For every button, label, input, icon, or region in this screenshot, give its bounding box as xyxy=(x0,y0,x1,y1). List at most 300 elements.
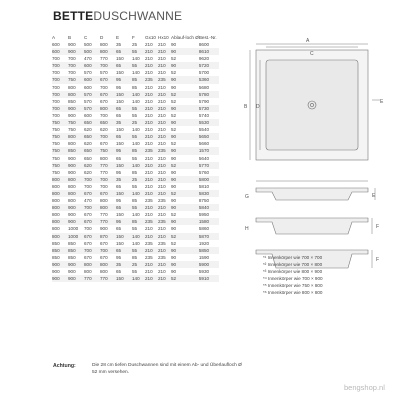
table-cell: 620 xyxy=(84,169,92,175)
table-cell: 5640 xyxy=(198,155,210,161)
table-cell: 210 xyxy=(145,162,158,169)
table-cell: 5850 xyxy=(199,247,219,254)
table-cell: 235 xyxy=(158,254,166,260)
footnote: *² Innenkörper wie 700 × 800 xyxy=(263,262,323,267)
table-cell: 210 xyxy=(158,48,171,55)
table-cell: 210 xyxy=(145,105,158,112)
table-cell: 700 xyxy=(100,247,116,254)
table-cell: 670 xyxy=(100,254,108,260)
table-cell: 235 xyxy=(158,147,171,154)
table-cell: 210 xyxy=(158,84,166,90)
table-cell: 900 xyxy=(68,162,84,169)
table-cell: 210 xyxy=(158,204,171,211)
table-cell: 700 xyxy=(68,70,76,76)
table-cell: 700 xyxy=(52,105,68,112)
section-view-2 xyxy=(256,218,372,234)
table-cell: 235 xyxy=(145,240,153,246)
table-cell: 1920 xyxy=(198,240,210,246)
table-cell: 900 xyxy=(68,204,84,211)
table-cell: 650 xyxy=(84,155,92,161)
table-cell: 90 xyxy=(171,133,199,140)
table-cell: 150 xyxy=(116,141,124,147)
section-label-g: G xyxy=(245,194,249,200)
table-cell: 210 xyxy=(158,141,166,147)
table-cell: 52 xyxy=(171,190,199,197)
table-cell: 770 xyxy=(100,218,116,225)
table-cell: 210 xyxy=(158,233,171,240)
column-header: A xyxy=(52,35,56,40)
table-cell: 770 xyxy=(100,56,108,62)
table-cell: 5720 xyxy=(199,62,219,69)
table-cell: 5860 xyxy=(198,226,210,232)
table-cell: 900 xyxy=(68,169,76,175)
table-cell: 1590 xyxy=(198,254,210,260)
table-cell: 65 xyxy=(116,183,122,189)
table-cell: 55 xyxy=(132,62,145,69)
table-cell: 900 xyxy=(68,218,84,225)
table-cell: 210 xyxy=(158,119,171,126)
table-cell: 52 xyxy=(171,162,199,169)
brand-name: BETTE xyxy=(53,9,94,23)
table-cell: 210 xyxy=(145,169,153,175)
table-cell: 150 xyxy=(116,162,132,169)
table-cell: 900 xyxy=(68,275,84,282)
footnote: *¹ Innenkörper wie 700 × 700 xyxy=(263,255,323,260)
table-cell: 95 xyxy=(116,254,122,260)
table-cell: 770 xyxy=(100,212,108,218)
table-cell: 800 xyxy=(68,176,84,183)
table-cell: 150 xyxy=(116,127,124,133)
table-cell: 900 xyxy=(52,275,68,282)
table-cell: 5770 xyxy=(199,162,219,169)
table-cell: 800 xyxy=(52,204,68,211)
table-cell: 700 xyxy=(84,226,92,232)
table-cell: 210 xyxy=(158,105,171,112)
table-cell: 750 xyxy=(52,169,60,175)
table-cell: 150 xyxy=(116,190,132,197)
table-cell: 210 xyxy=(145,141,153,147)
table-cell: 900 xyxy=(68,48,84,55)
table-cell: 95 xyxy=(116,169,122,175)
section3-label-f: F xyxy=(376,257,380,263)
table-cell: 210 xyxy=(145,261,158,268)
table-cell: 52 xyxy=(171,127,177,133)
table-cell: 210 xyxy=(145,91,158,98)
table-cell: 470 xyxy=(84,56,92,62)
table-cell: 210 xyxy=(145,42,153,47)
table-cell: 210 xyxy=(158,275,171,282)
table-cell: 800 xyxy=(100,269,108,274)
table-cell: 25 xyxy=(132,176,145,183)
table-cell: 800 xyxy=(100,42,108,47)
table-cell: 235 xyxy=(158,198,166,204)
table-cell: 800 xyxy=(52,212,60,218)
table-cell: 800 xyxy=(100,204,116,211)
table-cell: 800 xyxy=(68,84,76,90)
footnote: *⁶ Innenkörper wie 800 × 800 xyxy=(263,290,323,295)
table-cell: 90 xyxy=(171,42,177,47)
table-cell: 210 xyxy=(158,62,171,69)
table-cell: 140 xyxy=(132,98,140,104)
table-cell: 750 xyxy=(68,127,76,133)
table-cell: 5830 xyxy=(199,190,219,197)
table-cell: 700 xyxy=(52,62,68,69)
table-cell: 150 xyxy=(116,70,124,76)
footnote: *⁵ Innenkörper wie 750 × 800 xyxy=(263,283,323,288)
table-cell: 670 xyxy=(84,212,92,218)
table-cell: 5910 xyxy=(199,275,219,282)
table-cell: 470 xyxy=(84,198,92,204)
table-cell: 800 xyxy=(68,190,84,197)
table-cell: 210 xyxy=(158,190,171,197)
table-cell: 210 xyxy=(145,155,153,161)
table-cell: 750 xyxy=(68,76,84,83)
table-cell: 770 xyxy=(100,162,116,169)
table-cell: 5530 xyxy=(199,119,219,126)
table-cell: 700 xyxy=(52,112,60,118)
table-cell: 8600 xyxy=(198,42,210,47)
table-cell: 900 xyxy=(68,261,84,268)
table-cell: 90 xyxy=(171,169,177,175)
table-cell: 570 xyxy=(84,70,92,76)
table-cell: 700 xyxy=(100,176,116,183)
table-cell: 900 xyxy=(68,105,84,112)
table-cell: 700 xyxy=(52,98,60,104)
table-cell: 900 xyxy=(68,42,76,47)
table-cell: 5680 xyxy=(198,84,210,90)
table-cell: 210 xyxy=(145,84,153,90)
table-cell: 700 xyxy=(84,183,92,189)
table-cell: 1570 xyxy=(199,147,219,154)
table-cell: 65 xyxy=(116,269,122,274)
table-cell: 235 xyxy=(145,198,153,204)
table-cell: 210 xyxy=(145,48,158,55)
footnotes xyxy=(263,254,323,296)
column-header: C xyxy=(84,35,88,40)
watermark: bengshop.nl xyxy=(344,383,385,392)
table-cell: 90 xyxy=(171,254,177,260)
table-cell: 210 xyxy=(145,62,158,69)
table-cell: 1580 xyxy=(199,218,219,225)
column-header: Ablauf-loch Ø xyxy=(171,35,199,40)
table-cell: 800 xyxy=(84,269,92,274)
table-cell: 85 xyxy=(132,84,138,90)
table-cell: 750 xyxy=(52,147,68,154)
table-cell: 210 xyxy=(158,98,166,104)
table-cell: 800 xyxy=(68,133,84,140)
table-cell: 150 xyxy=(116,233,132,240)
table-cell: 700 xyxy=(100,112,108,118)
table-cell: 1000 xyxy=(68,226,79,232)
table-cell: 800 xyxy=(52,176,68,183)
table-cell: 210 xyxy=(145,212,153,218)
table-cell: 52 xyxy=(171,233,199,240)
table-cell: 800 xyxy=(52,198,60,204)
table-cell: 210 xyxy=(158,70,166,76)
table-cell: 90 xyxy=(171,204,199,211)
table-cell: 150 xyxy=(116,98,124,104)
footer-text: Die 28 cm tiefen Duschwannen sind mit einem Ab- und Überlaufloch Ø 52 mm versehen. xyxy=(92,363,242,375)
table-cell: 700 xyxy=(52,56,60,62)
table-cell: 650 xyxy=(84,119,100,126)
table-cell: 140 xyxy=(132,212,140,218)
table-cell: 700 xyxy=(84,204,100,211)
table-cell: 55 xyxy=(132,155,138,161)
table-cell: 850 xyxy=(68,240,76,246)
table-cell: 620 xyxy=(84,127,92,133)
table-cell: 210 xyxy=(145,98,153,104)
table-cell: 5790 xyxy=(198,98,210,104)
table-cell: 800 xyxy=(100,261,116,268)
table-cell: 55 xyxy=(132,112,138,118)
table-cell: 5740 xyxy=(198,112,210,118)
table-cell: 65 xyxy=(116,155,122,161)
table-cell: 95 xyxy=(116,84,122,90)
table-cell: 750 xyxy=(52,155,60,161)
footnote: *³ Innenkörper wie 800 × 900 xyxy=(263,269,323,274)
table-cell: 750 xyxy=(52,141,60,147)
table-cell: 65 xyxy=(116,133,132,140)
table-cell: 150 xyxy=(116,240,124,246)
table-cell: 235 xyxy=(158,218,171,225)
table-cell: 55 xyxy=(132,247,145,254)
table-cell: 700 xyxy=(84,176,100,183)
table-cell: 670 xyxy=(84,240,92,246)
table-cell: 90 xyxy=(171,155,177,161)
table-cell: 5660 xyxy=(198,141,210,147)
table-cell: 140 xyxy=(132,70,140,76)
table-cell: 210 xyxy=(158,42,166,47)
table-cell: 5730 xyxy=(199,105,219,112)
table-cell: 570 xyxy=(84,91,100,98)
table-cell: 5800 xyxy=(199,176,219,183)
table-cell: 90 xyxy=(171,247,199,254)
table-cell: 210 xyxy=(158,112,166,118)
section1-label-e: E xyxy=(372,193,376,199)
table-cell: 95 xyxy=(116,76,132,83)
table-cell: 650 xyxy=(84,133,100,140)
table-cell: 52 xyxy=(171,98,177,104)
table-cell: 670 xyxy=(100,190,116,197)
table-cell: 210 xyxy=(145,112,153,118)
table-cell: 670 xyxy=(100,240,108,246)
table-cell: 650 xyxy=(84,147,100,154)
table-cell: 235 xyxy=(145,147,158,154)
table-cell: 210 xyxy=(145,204,158,211)
table-cell: 210 xyxy=(158,91,171,98)
plan-view xyxy=(250,44,380,160)
table-cell: 770 xyxy=(84,275,100,282)
table-cell: 750 xyxy=(52,133,68,140)
table-cell: 55 xyxy=(132,105,145,112)
table-cell: 235 xyxy=(158,76,171,83)
table-cell: 800 xyxy=(100,48,116,55)
table-cell: 850 xyxy=(68,247,84,254)
table-cell: 700 xyxy=(52,91,68,98)
table-cell: 52 xyxy=(171,212,177,218)
table-cell: 52 xyxy=(171,141,177,147)
column-header: Hx10 xyxy=(158,35,169,40)
table-cell: 235 xyxy=(145,76,158,83)
table-cell: 700 xyxy=(100,133,116,140)
table-cell: 25 xyxy=(132,42,138,47)
table-cell: 210 xyxy=(158,183,166,189)
table-cell: 670 xyxy=(84,233,100,240)
table-cell: 700 xyxy=(100,62,116,69)
table-cell: 210 xyxy=(158,162,171,169)
table-cell: 35 xyxy=(116,119,132,126)
table-cell: 5360 xyxy=(199,76,219,83)
table-cell: 900 xyxy=(100,226,108,232)
table-cell: 90 xyxy=(171,198,177,204)
column-header: E xyxy=(116,35,120,40)
table-cell: 90 xyxy=(171,62,199,69)
table-cell: 210 xyxy=(145,226,153,232)
dim-label-d: D xyxy=(256,104,260,110)
table-cell: 210 xyxy=(158,261,171,268)
table-cell: 900 xyxy=(68,155,76,161)
table-cell: 750 xyxy=(100,147,116,154)
table-cell: 35 xyxy=(116,42,122,47)
table-cell: 150 xyxy=(116,56,124,62)
table-cell: 90 xyxy=(171,76,199,83)
table-cell: 800 xyxy=(52,233,68,240)
table-cell: 750 xyxy=(52,119,68,126)
table-cell: 800 xyxy=(100,105,116,112)
table-cell: 140 xyxy=(132,190,145,197)
table-cell: 210 xyxy=(158,169,166,175)
table-cell: 800 xyxy=(100,198,108,204)
table-cell: 750 xyxy=(68,119,84,126)
table-cell: 800 xyxy=(84,261,100,268)
table-cell: 870 xyxy=(100,233,116,240)
table-cell: 90 xyxy=(171,226,177,232)
table-cell: 600 xyxy=(84,112,92,118)
table-cell: 55 xyxy=(132,269,138,274)
table-cell: 65 xyxy=(116,226,122,232)
table-cell: 650 xyxy=(100,119,116,126)
dim-label-a: A xyxy=(306,38,310,44)
table-cell: 620 xyxy=(84,141,92,147)
table-cell: 750 xyxy=(52,162,68,169)
footnote: *⁴ Innenkörper wie 700 × 900 xyxy=(263,276,323,281)
table-cell: 570 xyxy=(100,70,108,76)
dim-label-b: B xyxy=(244,104,248,110)
table-cell: 25 xyxy=(132,261,145,268)
footer-label: Achtung: xyxy=(53,363,76,369)
table-cell: 620 xyxy=(100,127,108,133)
table-cell: 210 xyxy=(145,127,153,133)
table-cell: 600 xyxy=(84,84,92,90)
table-cell: 5840 xyxy=(199,204,219,211)
table-cell: 150 xyxy=(116,91,132,98)
table-cell: 90 xyxy=(171,119,199,126)
table-cell: 90 xyxy=(171,147,199,154)
table-cell: 210 xyxy=(145,247,158,254)
column-header: Best.-Nr. xyxy=(198,35,217,40)
table-cell: 700 xyxy=(68,56,76,62)
table-cell: 670 xyxy=(100,76,116,83)
column-header: D xyxy=(100,35,104,40)
table-cell: 5540 xyxy=(198,127,210,133)
table-cell: 140 xyxy=(132,127,140,133)
table-cell: 35 xyxy=(116,176,132,183)
table-cell: 90 xyxy=(171,218,199,225)
section-view-1 xyxy=(256,181,375,200)
table-cell: 90 xyxy=(171,84,177,90)
table-cell: 140 xyxy=(132,162,145,169)
table-cell: 600 xyxy=(84,76,100,83)
table-cell: 800 xyxy=(52,183,60,189)
table-cell: 210 xyxy=(158,133,171,140)
dim-label-e: E xyxy=(380,99,384,105)
table-cell: 95 xyxy=(116,218,132,225)
table-cell: 210 xyxy=(145,190,158,197)
table-cell: 700 xyxy=(100,84,108,90)
table-cell: 55 xyxy=(132,48,145,55)
table-cell: 210 xyxy=(145,56,153,62)
table-cell: 210 xyxy=(145,233,158,240)
table-cell: 210 xyxy=(145,133,158,140)
table-cell: 95 xyxy=(116,198,122,204)
table-cell: 670 xyxy=(100,91,116,98)
product-name: DUSCHWANNE xyxy=(93,9,183,23)
table-cell: 8610 xyxy=(199,48,219,55)
table-cell: 8750 xyxy=(198,198,210,204)
table-cell: 65 xyxy=(116,105,132,112)
table-cell: 65 xyxy=(116,112,122,118)
table-cell: 5780 xyxy=(199,91,219,98)
table-cell: 85 xyxy=(132,147,145,154)
table-cell: 600 xyxy=(52,48,68,55)
table-cell: 65 xyxy=(116,62,132,69)
dim-label-c: C xyxy=(310,51,314,57)
table-cell: 850 xyxy=(52,247,68,254)
table-cell: 210 xyxy=(145,176,158,183)
table-cell: 850 xyxy=(68,147,84,154)
column-header: B xyxy=(68,35,72,40)
table-cell: 500 xyxy=(84,42,92,47)
table-cell: 5650 xyxy=(199,133,219,140)
table-cell: 700 xyxy=(52,76,68,83)
table-cell: 620 xyxy=(84,162,100,169)
table-cell: 210 xyxy=(158,247,171,254)
table-cell: 140 xyxy=(132,91,145,98)
table-cell: 95 xyxy=(116,147,132,154)
table-cell: 210 xyxy=(158,269,166,274)
table-cell: 140 xyxy=(132,240,140,246)
table-cell: 65 xyxy=(116,247,132,254)
table-cell: 210 xyxy=(145,269,153,274)
table-cell: 1000 xyxy=(68,233,84,240)
table-cell: 800 xyxy=(68,141,76,147)
table-cell: 210 xyxy=(158,155,166,161)
table-cell: 210 xyxy=(158,127,166,133)
table-cell: 570 xyxy=(84,105,100,112)
table-cell: 770 xyxy=(100,169,108,175)
table-cell: 700 xyxy=(52,84,60,90)
table-cell: 800 xyxy=(52,226,60,232)
table-cell: 52 xyxy=(171,56,177,62)
section2-label-f: F xyxy=(376,224,380,230)
table-cell: 900 xyxy=(52,269,60,274)
section-label-h: H xyxy=(245,226,249,232)
table-cell: 150 xyxy=(116,212,124,218)
table-cell: 85 xyxy=(132,218,145,225)
table-cell: 900 xyxy=(52,261,68,268)
table-cell: 5870 xyxy=(199,233,219,240)
table-cell: 600 xyxy=(84,62,100,69)
